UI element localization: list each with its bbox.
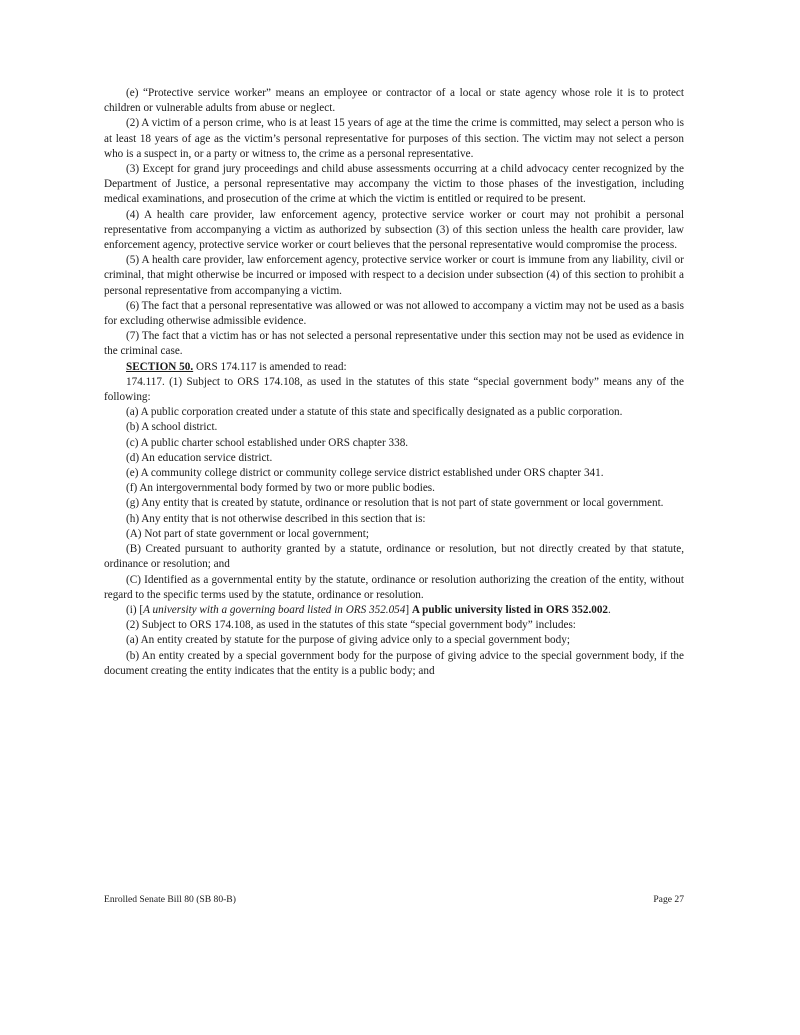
paragraph-1h-C: (C) Identified as a governmental entity by the statute, ordinance or resolution authorizing the creation of the entity, without regard to the specific terms used by the statute, ordinance or resolution. [104,573,684,601]
amendment-bracket-close: ] [405,603,412,616]
paragraph-2a: (a) An entity created by statute for the purpose of giving advice only to a special government body; [126,634,570,647]
paragraph-2b: (b) An entity created by a special government body for the purpose of giving advice to the special government body, if the document creating the entity indicates that the entity is a public body; and [104,649,684,677]
paragraph-2: (2) A victim of a person crime, who is at least 15 years of age at the time the crime is committed, may select a person who is at least 18 years of age as the victim’s personal representative for purposes of this section. The victim may not select a person who is a suspect in, or a party or witness to, the crime as a personal representative. [104,117,684,160]
paragraph-1b: (b) A school district. [126,421,218,434]
page-number: Page 27 [653,894,684,905]
paragraph-1d: (d) An education service district. [126,451,273,464]
paragraph-2-special: (2) Subject to ORS 174.108, as used in the statutes of this state “special government body” includes: [126,619,576,632]
paragraph-3: (3) Except for grand jury proceedings and child abuse assessments occurring at a child advocacy center recognized by the Department of Justice, a personal representative may accompany the victim to those phases of the investigation, including medical examinations, and prosecution of the crime at which the victim is entitled or required to be present. [104,163,684,206]
paragraph-1h-B: (B) Created pursuant to authority granted by a statute, ordinance or resolution, but not directly created by that statute, ordinance or resolution; and [104,543,684,571]
document-body [104,86,684,679]
paragraph-1g: (g) Any entity that is created by statute, ordinance or resolution that is not part of state government or local government. [126,497,664,510]
paragraph-1e: (e) “Protective service worker” means an employee or contractor of a local or state agency whose role it is to protect children or vulnerable adults from abuse or neglect. [104,87,684,115]
paragraph-1c: (c) A public charter school established under ORS chapter 338. [126,436,409,449]
section-50-heading-line [104,360,684,375]
paragraph-1f: (f) An intergovernmental body formed by two or more public bodies. [126,482,435,495]
paragraph-7: (7) The fact that a victim has or has not selected a personal representative under this section may not be used as evidence in the criminal case. [104,330,684,358]
paragraph-1a: (a) A public corporation created under a statute of this state and specifically designated as a public corporation. [126,406,623,419]
deleted-text: A university with a governing board listed in ORS 352.054 [143,603,406,616]
added-text: A public university listed in ORS 352.002 [411,603,609,616]
paragraph-4: (4) A health care provider, law enforcement agency, protective service worker or court may not prohibit a personal representative from accompanying a victim as authorized by subsection (3) of this section unless the health care provider, law enforcement agency, protective service worker or court believes that the personal representative would compromise the process. [104,208,684,252]
paragraph-1e-college: (e) A community college district or community college service district established under ORS chapter 341. [126,467,604,480]
paragraph-6: (6) The fact that a personal representative was allowed or was not allowed to accompany a victim may not be used as a basis for excluding otherwise admissible evidence. [104,299,684,328]
paragraph-174-117-1: 174.117. (1) Subject to ORS 174.108, as used in the statutes of this state “special government body” means any of the following: [104,375,684,404]
paragraph-5: (5) A health care provider, law enforcement agency, protective service worker or court is immune from any liability, civil or criminal, that might otherwise be incurred or imposed with respect to a decision under subsection (4) of this section to prohibit a personal representative from accompanying a victim. [104,254,684,297]
paragraph-1h: (h) Any entity that is not otherwise described in this section that is: [126,512,426,525]
section-intro: ORS 174.117 is amended to read: [193,360,347,373]
section-heading: SECTION 50. [126,360,194,373]
paragraph-1h-A: (A) Not part of state government or local government; [126,527,369,540]
amendment-bracket-open: (i) [ [126,603,144,616]
amendment-period: . [608,603,611,616]
page-footer [104,894,684,905]
paragraph-1i [104,603,684,618]
bill-title: Enrolled Senate Bill 80 (SB 80-B) [104,894,236,905]
